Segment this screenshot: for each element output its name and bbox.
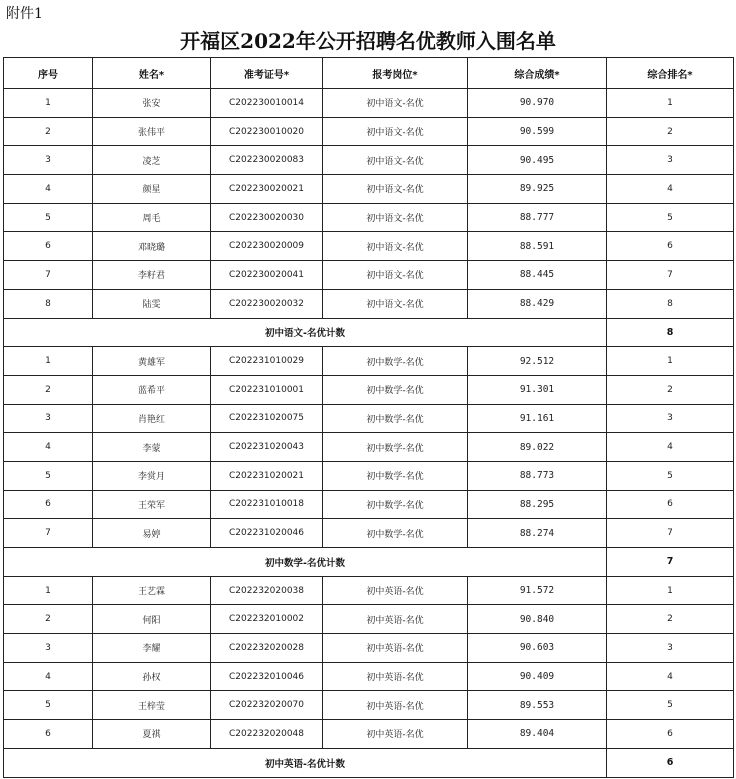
cell-rank: 2	[607, 117, 734, 146]
cell-index: 1	[4, 576, 93, 605]
cell-index: 3	[4, 146, 93, 175]
cell-score: 88.773	[468, 461, 607, 490]
cell-index: 5	[4, 461, 93, 490]
cell-exam-id: C202232020038	[211, 576, 323, 605]
cell-rank: 5	[607, 203, 734, 232]
cell-rank: 1	[607, 89, 734, 118]
cell-position: 初中语文-名优	[323, 146, 468, 175]
cell-index: 6	[4, 232, 93, 261]
cell-index: 5	[4, 691, 93, 720]
cell-rank: 3	[607, 634, 734, 663]
subtotal-label: 初中语文-名优计数	[4, 318, 607, 347]
table-row	[4, 634, 734, 663]
cell-index: 6	[4, 720, 93, 749]
cell-rank: 5	[607, 461, 734, 490]
cell-exam-id: C202230020083	[211, 146, 323, 175]
table-row	[4, 433, 734, 462]
cell-index: 4	[4, 662, 93, 691]
table-row	[4, 146, 734, 175]
table-row	[4, 490, 734, 519]
subtotal-row	[4, 748, 734, 777]
cell-score: 91.572	[468, 576, 607, 605]
cell-index: 7	[4, 519, 93, 548]
table-row	[4, 519, 734, 548]
cell-score: 88.429	[468, 289, 607, 318]
cell-name: 王荣军	[93, 490, 211, 519]
cell-exam-id: C202231010029	[211, 347, 323, 376]
table-row	[4, 175, 734, 204]
table-row	[4, 89, 734, 118]
cell-rank: 2	[607, 605, 734, 634]
cell-rank: 4	[607, 433, 734, 462]
cell-position: 初中数学-名优	[323, 519, 468, 548]
table-row	[4, 347, 734, 376]
cell-rank: 5	[607, 691, 734, 720]
cell-name: 李籽君	[93, 261, 211, 290]
cell-index: 7	[4, 261, 93, 290]
cell-name: 张安	[93, 89, 211, 118]
table-row	[4, 691, 734, 720]
cell-index: 1	[4, 89, 93, 118]
cell-index: 4	[4, 175, 93, 204]
header-cell-rank: 综合排名*	[607, 58, 734, 89]
header-cell-index: 序号	[4, 58, 93, 89]
cell-position: 初中英语-名优	[323, 720, 468, 749]
cell-name: 王艺霖	[93, 576, 211, 605]
cell-name: 陆雯	[93, 289, 211, 318]
document-title: 开福区2022年公开招聘名优教师入围名单	[180, 29, 556, 53]
cell-score: 91.161	[468, 404, 607, 433]
cell-name: 蓝希平	[93, 375, 211, 404]
cell-score: 88.295	[468, 490, 607, 519]
cell-position: 初中数学-名优	[323, 490, 468, 519]
cell-exam-id: C202232020028	[211, 634, 323, 663]
cell-rank: 6	[607, 232, 734, 261]
cell-rank: 6	[607, 720, 734, 749]
subtotal-count: 7	[607, 548, 734, 577]
cell-name: 颜星	[93, 175, 211, 204]
cell-exam-id: C202230010020	[211, 117, 323, 146]
cell-score: 90.603	[468, 634, 607, 663]
cell-name: 肖艳红	[93, 404, 211, 433]
cell-name: 邓晓璐	[93, 232, 211, 261]
table-row	[4, 605, 734, 634]
subtotal-count: 8	[607, 318, 734, 347]
cell-score: 90.840	[468, 605, 607, 634]
cell-position: 初中语文-名优	[323, 117, 468, 146]
cell-score: 90.495	[468, 146, 607, 175]
subtotal-count: 6	[607, 748, 734, 777]
table-row	[4, 576, 734, 605]
cell-index: 1	[4, 347, 93, 376]
cell-exam-id: C202232020048	[211, 720, 323, 749]
subtotal-row	[4, 318, 734, 347]
cell-exam-id: C202230020009	[211, 232, 323, 261]
cell-exam-id: C202231020043	[211, 433, 323, 462]
cell-index: 6	[4, 490, 93, 519]
cell-name: 孙权	[93, 662, 211, 691]
cell-rank: 4	[607, 662, 734, 691]
cell-exam-id: C202230020030	[211, 203, 323, 232]
cell-rank: 4	[607, 175, 734, 204]
cell-position: 初中英语-名优	[323, 662, 468, 691]
table-row	[4, 117, 734, 146]
cell-position: 初中语文-名优	[323, 261, 468, 290]
cell-rank: 8	[607, 289, 734, 318]
cell-rank: 7	[607, 261, 734, 290]
cell-score: 89.404	[468, 720, 607, 749]
header-row	[4, 58, 734, 89]
cell-position: 初中英语-名优	[323, 576, 468, 605]
cell-position: 初中语文-名优	[323, 289, 468, 318]
cell-position: 初中英语-名优	[323, 605, 468, 634]
table-row	[4, 662, 734, 691]
cell-name: 凌芝	[93, 146, 211, 175]
cell-name: 李蒙	[93, 433, 211, 462]
cell-score: 88.274	[468, 519, 607, 548]
cell-name: 周毛	[93, 203, 211, 232]
cell-exam-id: C202232020070	[211, 691, 323, 720]
cell-position: 初中数学-名优	[323, 461, 468, 490]
cell-position: 初中英语-名优	[323, 634, 468, 663]
cell-name: 李赏月	[93, 461, 211, 490]
cell-rank: 2	[607, 375, 734, 404]
cell-exam-id: C202232010002	[211, 605, 323, 634]
cell-score: 89.022	[468, 433, 607, 462]
cell-rank: 7	[607, 519, 734, 548]
cell-rank: 3	[607, 404, 734, 433]
table-row	[4, 232, 734, 261]
cell-score: 90.970	[468, 89, 607, 118]
cell-position: 初中语文-名优	[323, 89, 468, 118]
cell-score: 89.925	[468, 175, 607, 204]
cell-rank: 6	[607, 490, 734, 519]
cell-name: 黄雄军	[93, 347, 211, 376]
cell-name: 何阳	[93, 605, 211, 634]
cell-name: 张伟平	[93, 117, 211, 146]
cell-index: 2	[4, 605, 93, 634]
cell-score: 88.777	[468, 203, 607, 232]
cell-name: 王梓莹	[93, 691, 211, 720]
cell-exam-id: C202231020021	[211, 461, 323, 490]
table-row	[4, 461, 734, 490]
cell-exam-id: C202231010001	[211, 375, 323, 404]
cell-index: 3	[4, 634, 93, 663]
cell-index: 8	[4, 289, 93, 318]
table-body	[4, 89, 734, 778]
cell-position: 初中语文-名优	[323, 203, 468, 232]
cell-score: 92.512	[468, 347, 607, 376]
table-row	[4, 289, 734, 318]
table-row	[4, 261, 734, 290]
cell-position: 初中数学-名优	[323, 347, 468, 376]
cell-exam-id: C202230020032	[211, 289, 323, 318]
header-cell-name: 姓名*	[93, 58, 211, 89]
table-row	[4, 720, 734, 749]
cell-position: 初中数学-名优	[323, 404, 468, 433]
cell-exam-id: C202230010014	[211, 89, 323, 118]
cell-exam-id: C202231020075	[211, 404, 323, 433]
cell-score: 88.591	[468, 232, 607, 261]
cell-name: 李耀	[93, 634, 211, 663]
cell-index: 5	[4, 203, 93, 232]
cell-score: 91.301	[468, 375, 607, 404]
cell-rank: 1	[607, 347, 734, 376]
cell-position: 初中英语-名优	[323, 691, 468, 720]
cell-exam-id: C202230020041	[211, 261, 323, 290]
cell-index: 3	[4, 404, 93, 433]
cell-exam-id: C202230020021	[211, 175, 323, 204]
attachment-label: 附件1	[6, 6, 43, 22]
table-row	[4, 404, 734, 433]
cell-position: 初中数学-名优	[323, 433, 468, 462]
cell-index: 2	[4, 117, 93, 146]
cell-score: 88.445	[468, 261, 607, 290]
cell-position: 初中语文-名优	[323, 232, 468, 261]
subtotal-row	[4, 548, 734, 577]
subtotal-label: 初中数学-名优计数	[4, 548, 607, 577]
cell-position: 初中数学-名优	[323, 375, 468, 404]
candidate-table	[3, 57, 734, 778]
cell-score: 90.409	[468, 662, 607, 691]
header-cell-exam-id: 准考证号*	[211, 58, 323, 89]
cell-rank: 3	[607, 146, 734, 175]
cell-name: 易婷	[93, 519, 211, 548]
cell-score: 89.553	[468, 691, 607, 720]
cell-index: 2	[4, 375, 93, 404]
cell-name: 夏祺	[93, 720, 211, 749]
cell-exam-id: C202232010046	[211, 662, 323, 691]
cell-position: 初中语文-名优	[323, 175, 468, 204]
table-row	[4, 203, 734, 232]
cell-exam-id: C202231020046	[211, 519, 323, 548]
header-cell-score: 综合成绩*	[468, 58, 607, 89]
cell-rank: 1	[607, 576, 734, 605]
cell-exam-id: C202231010018	[211, 490, 323, 519]
cell-score: 90.599	[468, 117, 607, 146]
subtotal-label: 初中英语-名优计数	[4, 748, 607, 777]
header-cell-position: 报考岗位*	[323, 58, 468, 89]
cell-index: 4	[4, 433, 93, 462]
table-row	[4, 375, 734, 404]
